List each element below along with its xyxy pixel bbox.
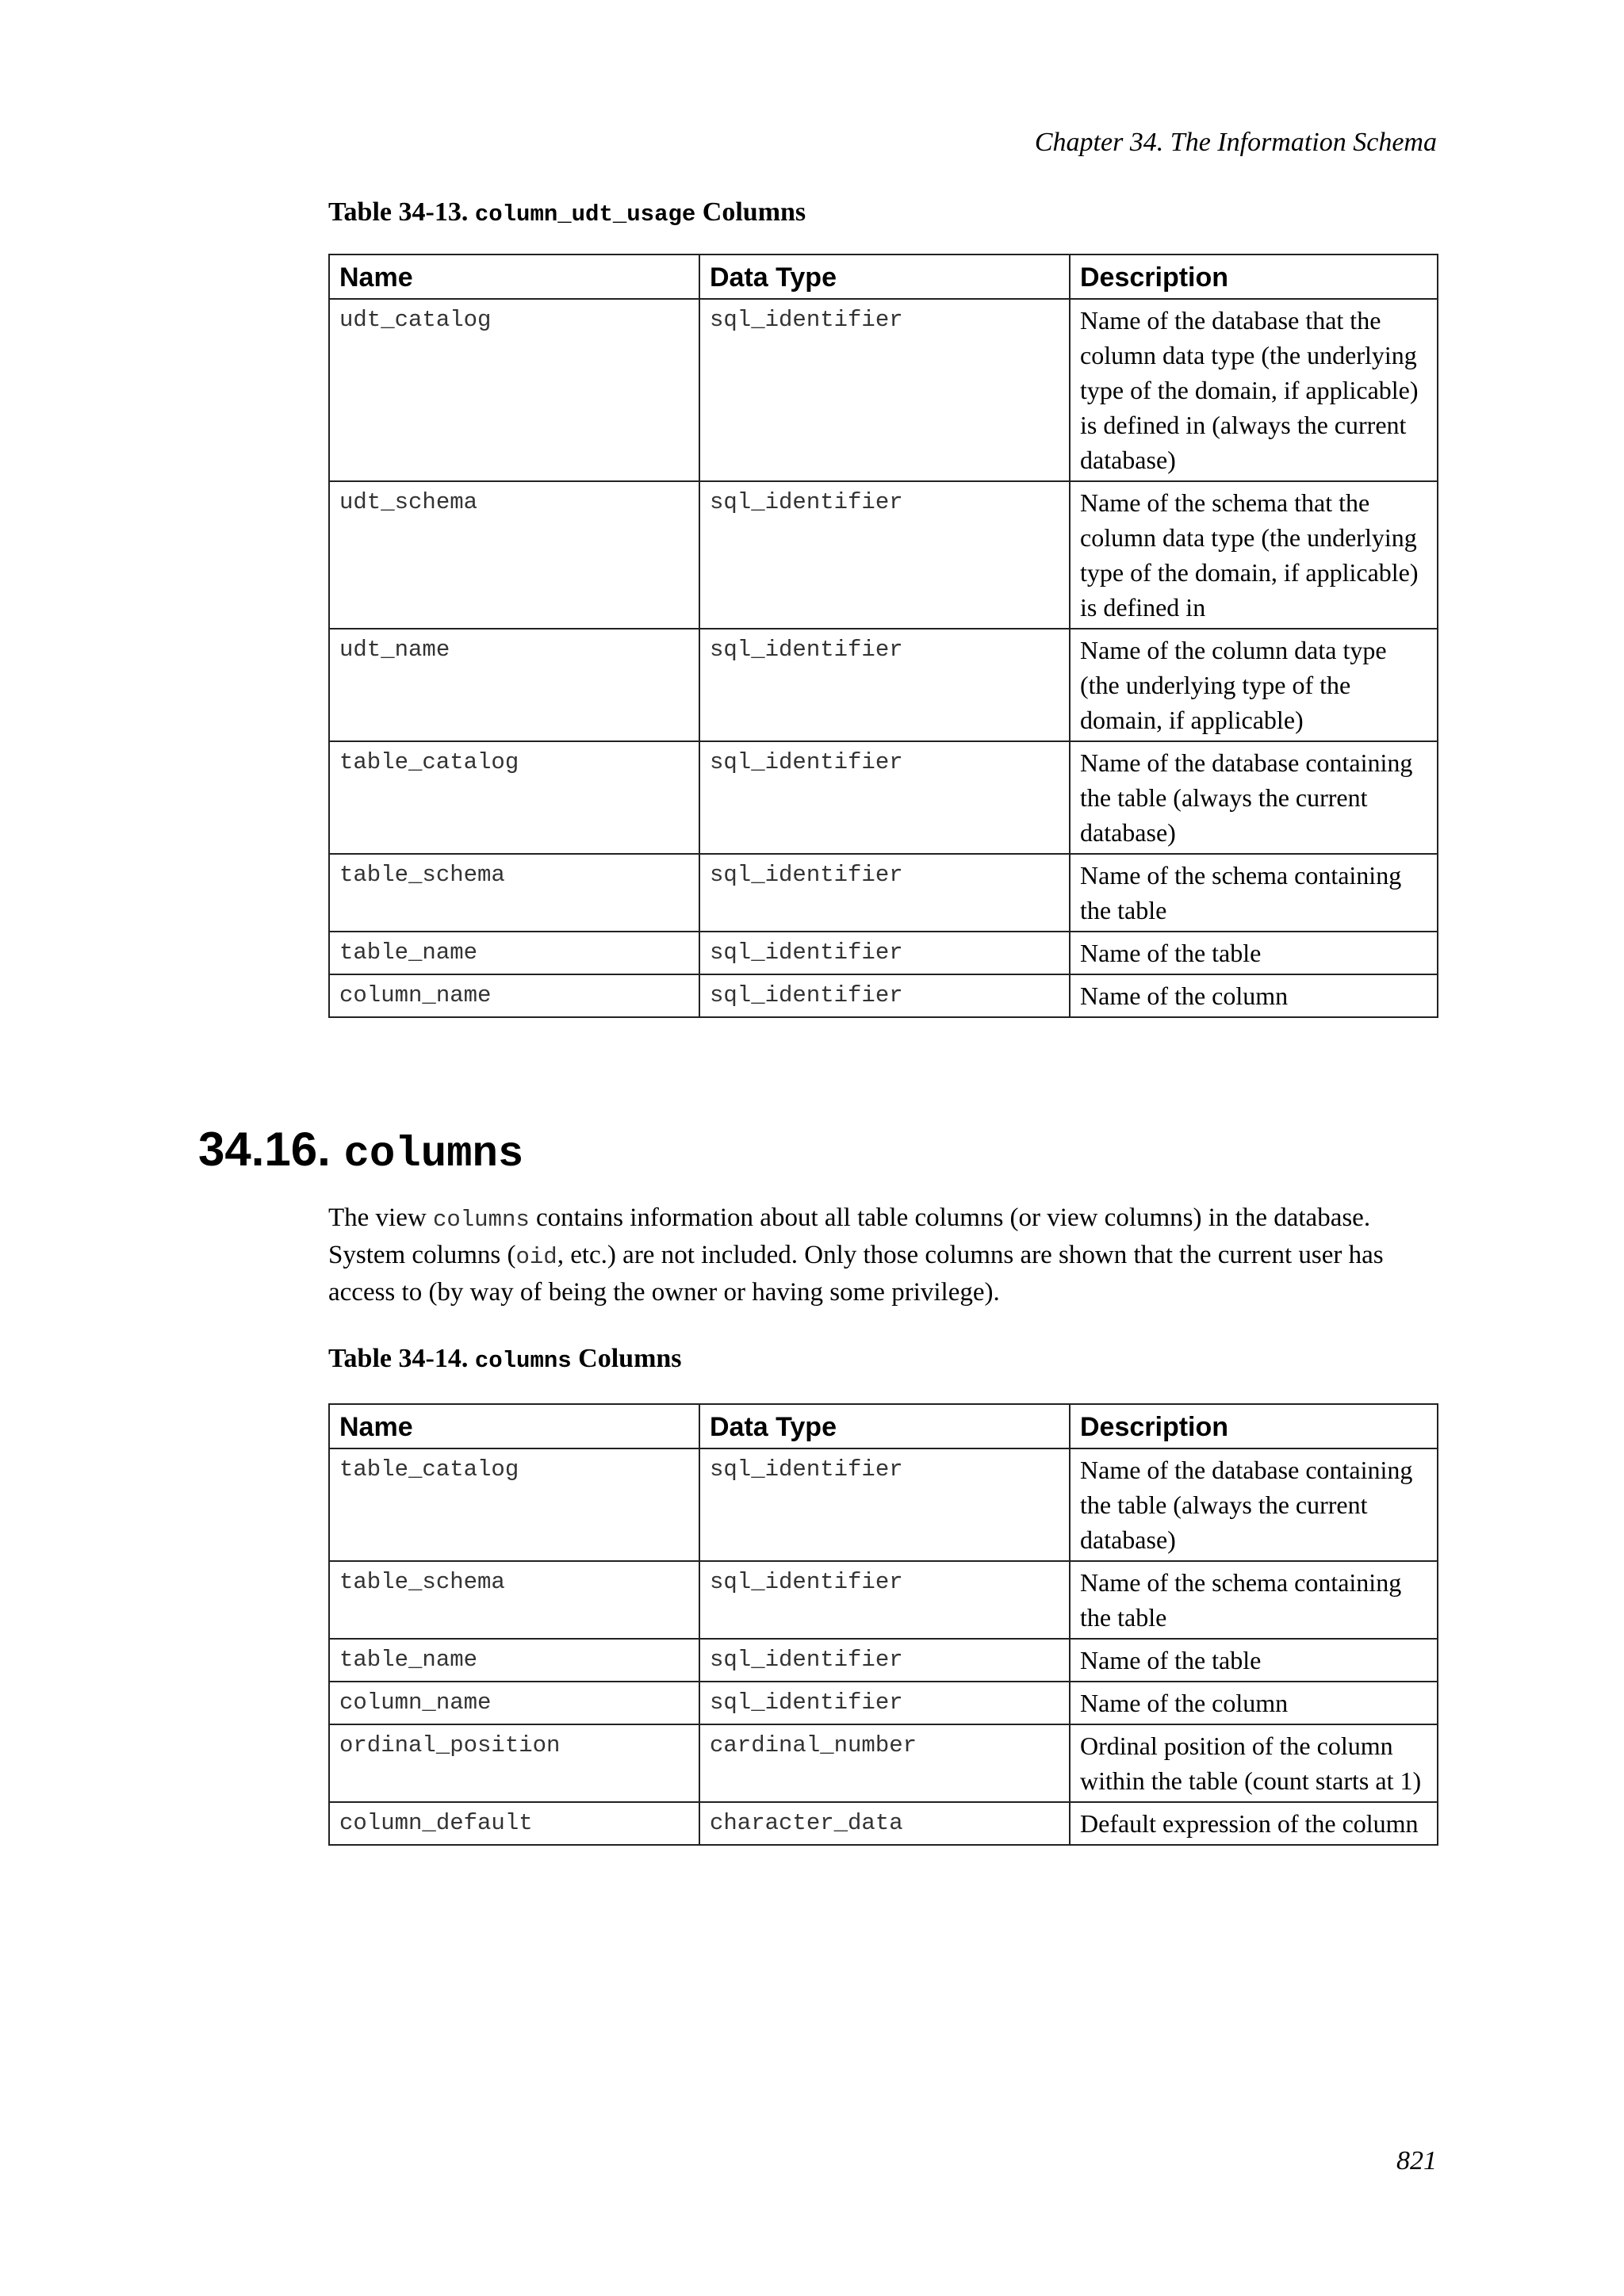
cell-description: Name of the column — [1070, 1682, 1438, 1724]
cell-description: Name of the schema containing the table — [1070, 854, 1438, 932]
cell-data-type: character_data — [699, 1802, 1070, 1845]
cell-name: table_catalog — [329, 741, 699, 854]
para-code-columns: columns — [432, 1207, 530, 1233]
cell-name: table_name — [329, 1639, 699, 1682]
cell-description: Name of the table — [1070, 1639, 1438, 1682]
cell-name: table_schema — [329, 854, 699, 932]
cell-name: column_name — [329, 974, 699, 1017]
cell-description: Name of the table — [1070, 932, 1438, 974]
table1-caption-code: column_udt_usage — [474, 201, 696, 228]
section-number: 34.16. — [198, 1123, 331, 1176]
cell-data-type: sql_identifier — [699, 741, 1070, 854]
cell-description: Name of the column data type (the underlying type of the domain, if applicable) — [1070, 629, 1438, 741]
header-description: Description — [1070, 1404, 1438, 1448]
table-row — [329, 481, 1438, 629]
table-row — [329, 854, 1438, 932]
header-name: Name — [329, 1404, 699, 1448]
cell-data-type: sql_identifier — [699, 932, 1070, 974]
table-row — [329, 1561, 1438, 1639]
cell-description: Name of the schema that the column data type (the underlying type of the domain, if applicable) is defined in — [1070, 481, 1438, 629]
cell-description: Ordinal position of the column within the table (count starts at 1) — [1070, 1724, 1438, 1802]
table-row — [329, 1639, 1438, 1682]
column-udt-usage-table — [328, 254, 1438, 1018]
table-header-row — [329, 254, 1438, 299]
header-description: Description — [1070, 254, 1438, 299]
header-name: Name — [329, 254, 699, 299]
table-row — [329, 932, 1438, 974]
cell-data-type: cardinal_number — [699, 1724, 1070, 1802]
cell-description: Name of the database containing the table (always the current database) — [1070, 741, 1438, 854]
cell-data-type: sql_identifier — [699, 1682, 1070, 1724]
table1-caption-suffix: Columns — [702, 197, 806, 227]
cell-data-type: sql_identifier — [699, 974, 1070, 1017]
header-data-type: Data Type — [699, 254, 1070, 299]
cell-name: udt_name — [329, 629, 699, 741]
cell-data-type: sql_identifier — [699, 1639, 1070, 1682]
table-header-row — [329, 1404, 1438, 1448]
cell-description: Name of the column — [1070, 974, 1438, 1017]
cell-name: ordinal_position — [329, 1724, 699, 1802]
table-row — [329, 1682, 1438, 1724]
cell-data-type: sql_identifier — [699, 854, 1070, 932]
cell-name: table_name — [329, 932, 699, 974]
table2-caption-code: columns — [474, 1348, 572, 1374]
columns-table — [328, 1403, 1438, 1846]
cell-data-type: sql_identifier — [699, 629, 1070, 741]
table-row — [329, 1724, 1438, 1802]
table-row — [329, 741, 1438, 854]
section-code-title: columns — [343, 1131, 524, 1179]
cell-description: Name of the database that the column data type (the underlying type of the domain, if applicable) is defined in (always the current database) — [1070, 299, 1438, 481]
header-data-type: Data Type — [699, 1404, 1070, 1448]
table2-caption-prefix: Table 34-14. — [328, 1344, 469, 1373]
running-header: Chapter 34. The Information Schema — [1034, 128, 1437, 157]
table1-caption — [328, 195, 806, 232]
table-row — [329, 629, 1438, 741]
table-row — [329, 1802, 1438, 1845]
cell-data-type: sql_identifier — [699, 1561, 1070, 1639]
cell-name: table_catalog — [329, 1448, 699, 1561]
table1-caption-prefix: Table 34-13. — [328, 197, 469, 227]
table-row — [329, 974, 1438, 1017]
cell-name: udt_catalog — [329, 299, 699, 481]
para-text-1: The view — [328, 1203, 433, 1232]
cell-data-type: sql_identifier — [699, 299, 1070, 481]
section-paragraph — [328, 1200, 1438, 1311]
section-heading — [198, 1118, 523, 1187]
cell-name: table_schema — [329, 1561, 699, 1639]
cell-description: Name of the database containing the table (always the current database) — [1070, 1448, 1438, 1561]
table2-caption — [328, 1341, 682, 1379]
cell-description: Default expression of the column — [1070, 1802, 1438, 1845]
para-text-2: contains information about all table columns (or view columns) in the database. System columns ( — [328, 1203, 1371, 1269]
table-row — [329, 299, 1438, 481]
para-text-3: , etc.) are not included. Only those columns are shown that the current user has access to (by way of being the owner or having some privilege). — [328, 1241, 1384, 1307]
cell-name: column_default — [329, 1802, 699, 1845]
cell-description: Name of the schema containing the table — [1070, 1561, 1438, 1639]
cell-name: udt_schema — [329, 481, 699, 629]
page-number: 821 — [1396, 2146, 1437, 2175]
cell-data-type: sql_identifier — [699, 1448, 1070, 1561]
table-row — [329, 1448, 1438, 1561]
cell-data-type: sql_identifier — [699, 481, 1070, 629]
table2-caption-suffix: Columns — [578, 1344, 682, 1373]
para-code-oid: oid — [515, 1244, 557, 1270]
cell-name: column_name — [329, 1682, 699, 1724]
